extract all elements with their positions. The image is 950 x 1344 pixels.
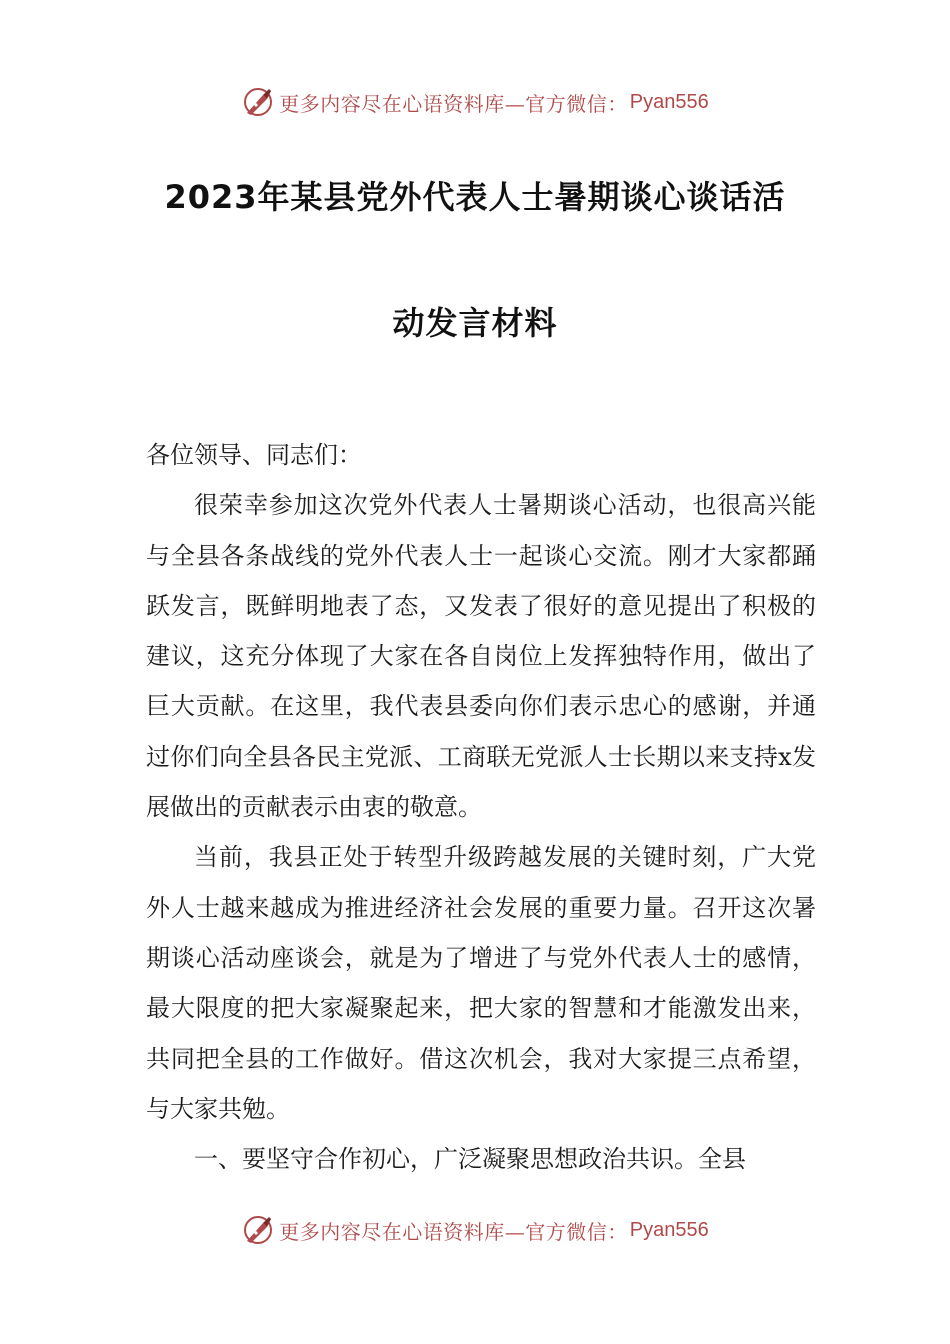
document-body bbox=[146, 430, 816, 1184]
header-watermark bbox=[0, 82, 950, 122]
watermark-text: 更多内容尽在心语资料库—官方微信： bbox=[279, 1219, 628, 1244]
watermark-wechat-id: Pyan556 bbox=[629, 90, 709, 113]
salutation: 各位领导、同志们： bbox=[146, 441, 362, 469]
pen-nib-logo-icon bbox=[241, 1213, 275, 1247]
footer-watermark bbox=[0, 1210, 950, 1250]
paragraph: 当前，我县正处于转型升级跨越发展的关键时刻，广大党外人士越来越成为推进经济社会发展的重要力量。召开这次暑期谈心活动座谈会，就是为了增进了与党外代表人士的感情，最大限度的把大家凝聚起来，把大家的智慧和才能激发出来，共同把全县的工作做好。借这次机会，我对大家提三点希望，与大家共勉。 bbox=[146, 843, 816, 1123]
document-title-line-2: 动发言材料 bbox=[392, 304, 558, 342]
paragraph: 很荣幸参加这次党外代表人士暑期谈心活动，也很高兴能与全县各条战线的党外代表人士一起谈心交流。刚才大家都踊跃发言，既鲜明地表了态，又发表了很好的意见提出了积极的建议，这充分体现了大家在各自岗位上发挥独特作用，做出了巨大贡献。在这里，我代表县委向你们表示忠心的感谢，并通过你们向全县各民主党派、工商联无党派人士长期以来支持x发展做出的贡献表示由衷的敬意。 bbox=[146, 491, 816, 822]
watermark-wechat-id: Pyan556 bbox=[629, 1218, 709, 1241]
document-title-line-1: 2023年某县党外代表人士暑期谈心谈话活 bbox=[164, 178, 786, 216]
watermark-text: 更多内容尽在心语资料库—官方微信： bbox=[279, 91, 628, 116]
pen-nib-logo-icon bbox=[241, 85, 275, 119]
paragraph: 一、要坚守合作初心，广泛凝聚思想政治共识。全县 bbox=[194, 1145, 746, 1174]
